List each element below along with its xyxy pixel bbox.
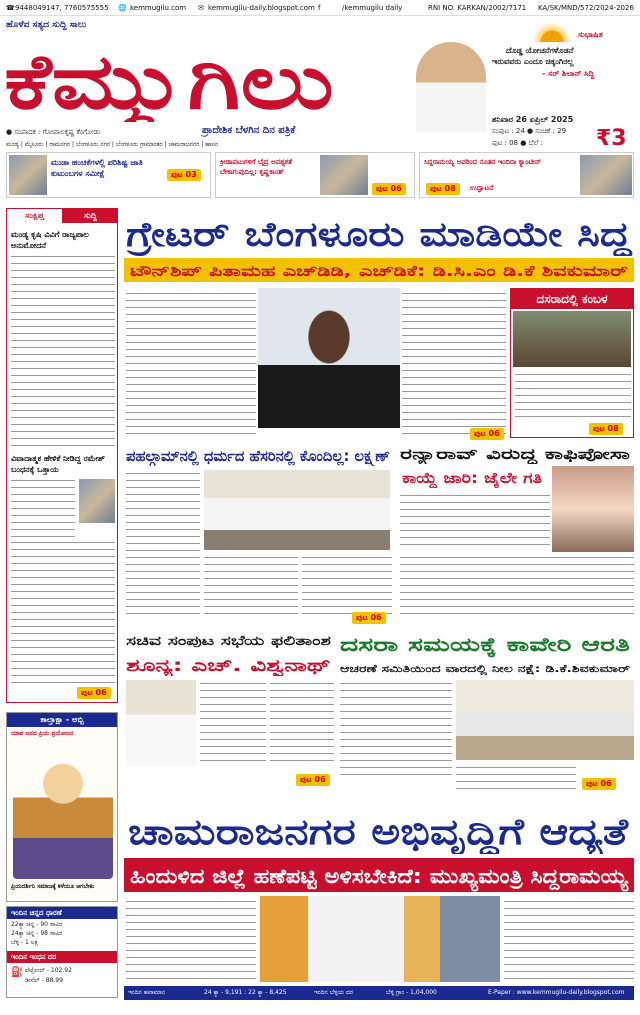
- vishwanath-headline-1-text: ಸಚಿವ ಸಂಪುಟ ಸಭೆಯ ಫಲಿತಾಂಶ: [126, 634, 331, 649]
- teaser-3-photo: [580, 155, 632, 195]
- ranya-headline-2-text: ಕಾಯ್ದೆ ಜಾರಿ: ಜೈಲೇ ಗತಿ: [402, 469, 521, 487]
- quote-portrait: [416, 42, 486, 132]
- footer-epaper[interactable]: E-Paper : www.kemmugilu-daily.blogspot.com: [488, 989, 625, 996]
- reg-number: KA/SK/MND/572/2024-2026: [538, 4, 634, 12]
- quote-line-2: ಇರುವವರು ಎಂದೂ ಚಿಕ್ಕಂಗಿರಲ್ಲ: [492, 57, 574, 66]
- editor-line: [6, 128, 100, 137]
- aarati-subhead: [338, 660, 634, 676]
- cartoon-illustration: [13, 743, 113, 879]
- brief-2-body: [11, 477, 75, 537]
- fuel-row: ಪೆಟ್ರೋಲ್ - 102.92: [25, 967, 72, 974]
- cartoon-caption: ಪ್ರಿಯದರ್ಶಿನಿ ಸಮಾಜಕ್ಕೆ ಕಳೆಯೂ ಆಗಬೇಕು: [11, 883, 95, 890]
- editor-icon: ●: [6, 128, 13, 136]
- aarati-headline: [338, 630, 634, 658]
- masthead-title: [4, 30, 344, 122]
- chamarajanagar-subhead: [124, 858, 634, 892]
- vishwanath-body-2: [270, 680, 334, 766]
- ranya-headline-2: [398, 466, 548, 488]
- tagline: ಹೊಳೆವ ಸತ್ಯದ ಸುದ್ದಿ ಸಾಲು: [6, 20, 87, 30]
- pahalgam-body-col1: [126, 470, 200, 620]
- aarati-subhead-text: ಆಚರಣೆ ಸಮಿತಿಯಿಂದ ವಾರದಲ್ಲಿ ನೀಲ ನಕ್ಷೆ: ಡಿ.ಕೆ.ಶಿವಕುಮಾರ್: [340, 664, 546, 675]
- pahalgam-body-col3: [302, 554, 392, 620]
- chamarajanagar-headline: [124, 806, 634, 854]
- aarati-headline-text: ದಸರಾ ಸಮಯಕ್ಕೆ ಕಾವೇರಿ ಆರತಿ: [340, 634, 535, 656]
- brief-1-body: [11, 253, 115, 449]
- quote-author: - ಸರ್ ಶಿಲಾನ್ ಸಿದ್ದಿ: [542, 69, 595, 78]
- price: ₹3: [596, 126, 627, 151]
- pahalgam-body-col2: [204, 554, 298, 620]
- gold-row: ಬೆಳ್ಳಿ - 1 ಲಕ್ಷ: [11, 939, 38, 946]
- ranya-photo: [552, 466, 634, 552]
- cartoon-tag: ಯಾವ ಜನದ ಪ್ರಿಯ ಪ್ರಯೋಜನ: [11, 730, 74, 737]
- lead-page[interactable]: ಪುಟ 06: [470, 428, 504, 440]
- lead-body-col2: [402, 290, 506, 438]
- date-line: ಶನಿವಾರ 26 ಏಪ್ರಿಲ್ 2025: [492, 115, 574, 124]
- fuel-title: ಇಂದಿನ ಇಂಧನ ದರ: [7, 951, 117, 963]
- chamarajanagar-subhead-text: ಹಿಂದುಳಿದ ಜಿಲ್ಲೆ ಹಣೆಪಟ್ಟಿ ಅಳಿಸಬೇಕಿದೆ: ಮುಖ್ಯಮಂತ್ರಿ ಸಿದ್ದರಾಮಯ್ಯ: [130, 864, 571, 888]
- sidebar-tab-brief[interactable]: ಸಂಕ್ಷಿಪ್ತ: [7, 209, 63, 223]
- pahalgam-photo: [204, 470, 390, 550]
- district-strip: ಮಂಡ್ಯ | ಮೈಸೂರು | ರಾಮನಗರ | ಬೆಂಗಳೂರು ನಗರ | ಬೆಂಗಳೂರು ಗ್ರಾಮಾಂತರ | ಚಾಮರಾಜನಗರ | ಹಾಸನ: [6, 141, 219, 148]
- masthead-title-text: ಕೆಮ್ಮುಗಿಲು: [4, 37, 264, 122]
- website-link[interactable]: kemmugilu.com: [130, 4, 187, 12]
- volume-line: ಸಂಪುಟ : 24 ● ಸಂಚಿಕೆ : 29: [492, 127, 567, 135]
- aarati-photo: [456, 680, 634, 760]
- price-label: ಬೆಲೆ :: [528, 139, 544, 147]
- teaser-3-extra: ಉದ್ಘಾಟನೆ: [470, 184, 494, 192]
- footer-strip: [124, 986, 634, 1000]
- footer-weather: ಇಂದಿನ ಹವಾಮಾನ: [128, 989, 165, 996]
- gold-row: 22ಕ್ಯಾ ಚಿನ್ನ - 90 ಸಾವಿರ: [11, 921, 63, 928]
- teaser-3-page[interactable]: ಪುಟ 08: [426, 183, 460, 195]
- chamarajanagar-body-2: [504, 898, 634, 980]
- blog-icon: ✉: [198, 4, 204, 12]
- footer-silver: ಬೆಳ್ಳಿ ಗ್ರಾಂ - 1,04,000: [386, 989, 437, 996]
- teaser-2-page[interactable]: ಪುಟ 06: [372, 183, 406, 195]
- brief-2-body-cont: [11, 539, 115, 685]
- chamarajanagar-photo: [260, 896, 500, 982]
- vishwanath-photo: [126, 680, 196, 766]
- footer-silver-label: ಇಂದಿನ ಬೆಳ್ಳಿಯ ದರ: [314, 989, 354, 996]
- lead-subhead-text: ಟೌನ್‌ಶಿಪ್ ಪಿತಾಮಹ ಎಚ್‌ಡಿಡಿ, ಎಚ್‌ಡಿಕೆ: ಡಿ.ಸಿ.ಎಂ ಡಿ.ಕೆ ಶಿವಕುಮಾರ್: [130, 262, 629, 280]
- teaser-3-text: ಸಿದ್ದರಾಮಯ್ಯ ಅವರಿಂದ ನೂತನ ಇಂದಿರಾ ಕ್ಯಾಂಟೀನ್: [424, 158, 542, 166]
- chamarajanagar-headline-text: ಚಾಮರಾಜನಗರ ಅಭಿವೃದ್ಧಿಗೆ ಆದ್ಯತೆ: [128, 812, 537, 853]
- teaser-1-text: ಮುಡಾ ಹಂಚಿಕೆಗಳಲ್ಲಿ ಪರಿಶಿಷ್ಟ ಜಾತಿ ಕುಟುಂಬಗಳ ಸಮೀಕ್ಷೆ: [51, 158, 143, 178]
- vishwanath-page[interactable]: ಪುಟ 06: [296, 774, 330, 786]
- rates-box: [6, 906, 118, 998]
- sun-icon: [532, 22, 572, 42]
- vishwanath-headline-2-text: ಶೂನ್ಯ: ಎಚ್. ವಿಶ್ವನಾಥ್: [126, 656, 267, 676]
- footer-gold: 24 ಕ್ಯಾ - 9,191 : 22 ಕ್ಯಾ - 8,425: [204, 989, 287, 996]
- teaser-1-page[interactable]: ಪುಟ 03: [167, 169, 201, 181]
- teaser-2[interactable]: [215, 152, 415, 198]
- cartoon-title: ಕಾಲ್ತಾಕ್ಷಾ - ಅಬ್ಬಿ: [7, 713, 117, 727]
- vishwanath-body-1: [200, 680, 266, 766]
- ranya-body-2: [400, 554, 634, 620]
- issue: ಸಂಚಿಕೆ : 29: [535, 127, 567, 135]
- chamarajanagar-body-1: [126, 898, 256, 980]
- social-link[interactable]: /kemmugilu daily: [342, 4, 403, 12]
- blog-link[interactable]: kemmugilu-daily.blogspot.com: [208, 4, 315, 12]
- sidebar-tab-news[interactable]: ಸುದ್ದಿ: [63, 209, 118, 223]
- ranya-headline-1-text: ರನ್ಯಾರಾವ್ ವಿರುದ್ಧ ಕಾಫಿಪೋಸಾ: [400, 445, 552, 463]
- phone-icon: ☎: [6, 4, 15, 12]
- lead-photo: [258, 288, 400, 428]
- subhashita-label: ಸುಭಾಷಿತ: [578, 30, 603, 39]
- kambala-box: [510, 288, 634, 438]
- aarati-body-2: [456, 764, 576, 792]
- ranya-headline-1: [398, 442, 634, 464]
- sidebar: [6, 208, 118, 703]
- gold-title: ಇಂದಿನ ಚಿನ್ನದ ಧಾರಣೆ: [7, 907, 117, 919]
- editor-name: ಸಂಪಾದಕ : ಗೋಪಾಲಕೃಷ್ಣ ಕೆಂಗೋಡು: [14, 128, 101, 136]
- rni-number: RNI NO. KARKAN/2002/7171: [428, 4, 527, 12]
- subtitle: ಪ್ರಾದೇಶಿಕ ಬೆಳಗಿನ ದಿನ ಪತ್ರಿಕೆ: [202, 125, 296, 136]
- web-icon: 🌐: [118, 4, 127, 12]
- pahalgam-headline-text: ಪಹಲ್ಗಾಮ್‌ನಲ್ಲಿ ಧರ್ಮದ ಹೆಸರಿನಲ್ಲಿ ಕೊಂದಿಲ್ಲ: ಲಕ್ಷ್ಮಣ್: [126, 447, 392, 465]
- teaser-3[interactable]: [419, 152, 634, 198]
- gold-row: 24ಕ್ಯಾ ಚಿನ್ನ - 98 ಸಾವಿರ: [11, 930, 63, 937]
- pahalgam-page[interactable]: ಪುಟ 06: [352, 612, 386, 624]
- quote-line-1: ದೊಡ್ಡ ಯೋಚನೆಗಳೊಡನೆ: [506, 46, 574, 55]
- teaser-1-photo: [9, 155, 47, 195]
- sidebar-page[interactable]: ಪುಟ 06: [77, 687, 111, 699]
- social-icon: f: [318, 4, 321, 12]
- vishwanath-headline-1: [124, 630, 334, 650]
- kambala-title: ದಸರಾದಲ್ಲಿ ಕಂಬಳ: [511, 289, 633, 309]
- phone-number: 9448049147, 7760575555: [15, 4, 109, 12]
- brief-2-title: ವಿವಾದಾತ್ಮಕ ಹೇಳಿಕೆ ನೀಡಿದ್ದ ರಮೇಶ್ ಬಂಧನಕ್ಕೆ ಒತ್ತಾಯ: [11, 454, 105, 474]
- lead-headline-text: ಗ್ರೇಟರ್ ಬೆಂಗಳೂರು ಮಾಡಿಯೇ ಸಿದ್ಧ: [126, 215, 527, 255]
- pages-line: ಪುಟ : 08 ● ಬೆಲೆ :: [492, 139, 544, 147]
- lead-subhead: [124, 258, 634, 282]
- brief-1-title: ಮಂಡ್ಯ ಕೃಷಿ ವಿವಿಗೆ ರಾಜ್ಯಪಾಲ ಅನುಮೋದನೆ: [11, 230, 89, 250]
- fuel-icon: ⛽: [11, 967, 24, 978]
- contact-strip: [0, 0, 640, 16]
- page-count: ಪುಟ : 08: [492, 139, 518, 147]
- pahalgam-headline: [124, 444, 392, 466]
- aarati-page[interactable]: ಪುಟ 06: [582, 778, 616, 790]
- kambala-body: [515, 371, 631, 423]
- teaser-1[interactable]: [6, 152, 211, 198]
- kambala-photo: [513, 311, 631, 367]
- subhashita-box: [412, 16, 640, 116]
- fuel-row: ಡೀಸೆಲ್ - 88.99: [25, 977, 63, 984]
- teaser-2-text: ಕ್ರೀಡಾಪಟುಗಳಿಗೆ ಬೈದ್ರ ಅವಶ್ಯಕತೆ ಬೇಕಾಗುವುದಿಲ್ಲ: ಕೃಷ್ಣಕಾಂತ್: [220, 158, 293, 176]
- vishwanath-headline-2: [124, 652, 334, 676]
- lead-headline: [124, 208, 634, 256]
- lead-body-col1: [126, 290, 256, 438]
- kambala-page[interactable]: ಪುಟ 08: [589, 423, 623, 435]
- teaser-2-photo: [320, 155, 368, 195]
- brief-2-photo: [79, 479, 115, 523]
- volume: ಸಂಪುಟ : 24: [492, 127, 525, 135]
- ranya-body-1: [400, 492, 550, 550]
- cartoon-box: [6, 712, 118, 902]
- aarati-body-1: [340, 680, 452, 780]
